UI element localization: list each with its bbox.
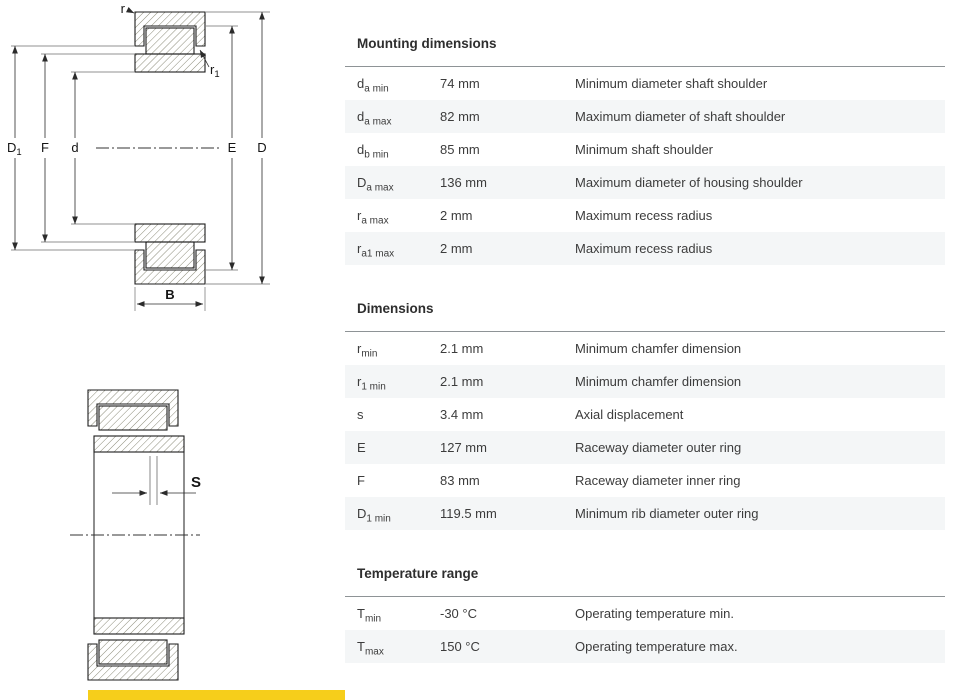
spec-row [345,630,945,663]
spec-symbol: F [357,473,365,488]
spec-row [345,199,945,232]
spec-tables [345,0,945,697]
spec-value: 150 °C [440,639,480,654]
displacement-ticks [150,456,157,505]
spec-row [345,497,945,530]
spec-row [345,100,945,133]
spec-description: Maximum recess radius [575,208,713,223]
side-section-view [70,390,201,680]
spec-value: 2 mm [440,208,473,223]
spec-symbol: $r_{a1 max}$ [357,241,395,260]
spec-table [345,596,945,663]
spec-row [345,232,945,265]
roller-upper [99,406,167,430]
spec-table [345,66,945,265]
spec-symbol: $d_{a min}$ [357,76,389,95]
spec-row [345,398,945,431]
spec-section [345,564,945,663]
spec-description: Raceway diameter inner ring [575,473,741,488]
label-r1: $r_1$ [210,62,220,80]
spec-description: Operating temperature max. [575,639,738,654]
spec-description: Operating temperature min. [575,606,734,621]
spec-description: Maximum diameter of housing shoulder [575,175,803,190]
label-S: S [190,474,202,491]
spec-symbol: $r_{min}$ [357,341,378,360]
spec-value: 82 mm [440,109,480,124]
spec-value: 2.1 mm [440,341,484,356]
color-strip [88,690,345,700]
section-title: Dimensions [357,301,434,316]
spec-value: 127 mm [440,440,487,455]
spec-row [345,133,945,166]
spec-symbol: $r_{a max}$ [357,208,389,227]
spec-description: Axial displacement [575,407,684,422]
spec-symbol: $d_{a max}$ [357,109,392,128]
spec-symbol: $r_{1 min}$ [357,374,386,393]
spec-value: -30 °C [440,606,477,621]
inner-ring-lower [94,618,184,634]
spec-symbol: $D_{1 min}$ [357,506,391,525]
spec-table [345,331,945,530]
spec-section [345,34,945,265]
spec-value: 83 mm [440,473,480,488]
spec-row [345,597,945,630]
inner-ring-upper [135,54,205,72]
spec-description: Minimum shaft shoulder [575,142,713,157]
label-E: E [227,140,237,155]
spec-description: Minimum rib diameter outer ring [575,506,759,521]
spec-value: 74 mm [440,76,480,91]
spec-row [345,365,945,398]
label-D1: $D_1$ [7,140,22,158]
spec-description: Minimum diameter shaft shoulder [575,76,768,91]
inner-ring-upper [94,436,184,452]
label-B: B [165,287,175,302]
bearing-drawings [0,0,345,700]
inner-ring-lower [135,224,205,242]
spec-section [345,299,945,530]
spec-symbol: s [357,407,364,422]
label-r: r [120,1,125,16]
spec-symbol: $d_{b min}$ [357,142,389,161]
section-title: Temperature range [357,566,479,581]
spec-row [345,67,945,100]
spec-description: Raceway diameter outer ring [575,440,742,455]
front-section-view [7,1,270,311]
spec-symbol: E [357,440,366,455]
spec-value: 136 mm [440,175,487,190]
spec-value: 3.4 mm [440,407,484,422]
spec-description: Maximum diameter of shaft shoulder [575,109,786,124]
spec-value: 2.1 mm [440,374,484,389]
roller-lower [99,640,167,664]
spec-row [345,431,945,464]
spec-description: Minimum chamfer dimension [575,341,742,356]
spec-description: Maximum recess radius [575,241,713,256]
spec-value: 119.5 mm [440,506,497,521]
label-D: D [257,140,267,155]
spec-symbol: $D_{a max}$ [357,175,394,194]
roller-lower [146,242,194,268]
spec-row [345,464,945,497]
spec-row [345,166,945,199]
spec-value: 2 mm [440,241,473,256]
spec-symbol: $T_{max}$ [357,639,384,658]
section-title: Mounting dimensions [357,36,497,51]
roller-upper [146,28,194,54]
spec-value: 85 mm [440,142,480,157]
spec-symbol: $T_{min}$ [357,606,382,625]
spec-row [345,332,945,365]
spec-description: Minimum chamfer dimension [575,374,742,389]
label-d: d [71,140,79,155]
label-F: F [41,140,49,155]
